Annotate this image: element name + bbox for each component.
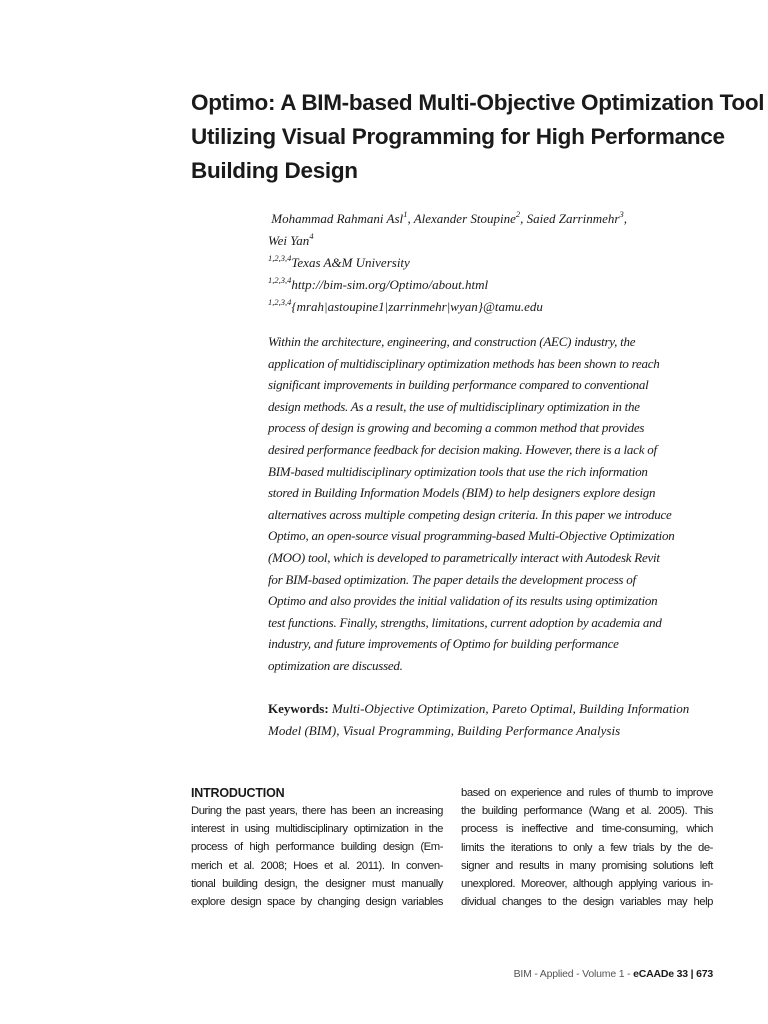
page-footer — [514, 968, 713, 980]
body-line: explore design space by changing design variables — [191, 896, 443, 909]
keywords-block — [268, 698, 718, 742]
keywords-label: Keywords: — [268, 701, 329, 716]
title-line-1: Optimo: A BIM-based Multi-Objective Optimization Tool — [191, 90, 765, 115]
abstract-line: application of multidisciplinary optimization methods has been shown to reach — [268, 355, 660, 371]
author-url — [268, 274, 718, 296]
author-name-4: Wei Yan — [268, 233, 310, 248]
footer-separator: | — [687, 968, 697, 980]
author-sup-3: 3 — [619, 208, 624, 219]
body-line: process is ineffective and time-consuming, which — [461, 823, 713, 836]
abstract-line: BIM-based multidisciplinary optimization tools that use the rich information — [268, 463, 648, 479]
footer-conference: eCAADe 33 — [633, 968, 688, 980]
author-affiliation — [268, 252, 718, 274]
body-line: limits the iterations to only a few trials by the de- — [461, 841, 713, 854]
body-line: interest in using multidisciplinary optimization in the — [191, 823, 443, 836]
author-email — [268, 296, 718, 318]
author-line-1-tail: , — [623, 211, 627, 226]
intro-column-right — [461, 784, 713, 911]
url-link[interactable]: http://bim-sim.org/Optimo/about.html — [291, 277, 489, 292]
body-line: unexplored. Moreover, although applying various in- — [461, 878, 713, 891]
body-line: dividual changes to the design variables may help — [461, 896, 713, 909]
keywords-line-1 — [268, 698, 718, 720]
abstract-line: significant improvements in building performance compared to conventional — [268, 377, 649, 393]
body-line: During the past years, there has been an increasing — [191, 805, 443, 817]
page-number: 673 — [696, 968, 713, 980]
abstract-line: Within the architecture, engineering, and construction (AEC) industry, the — [268, 334, 636, 349]
keywords-text-2: Model (BIM), Visual Programming, Building Performance Analysis — [268, 723, 621, 738]
abstract-line: alternatives across multiple competing design criteria. In this paper we introduce — [268, 506, 672, 522]
paper-title — [191, 86, 765, 188]
author-name-1: Mohammad Rahmani Asl — [271, 211, 404, 226]
affiliation-sup: 1,2,3,4 — [268, 252, 292, 263]
abstract-line: Optimo, an open-source visual programming-based Multi-Objective Optimization — [268, 528, 675, 544]
abstract-line: stored in Building Information Models (BIM) to help designers explore design — [268, 485, 656, 501]
body-line: tional building design, the designer must manually — [191, 877, 443, 890]
body-line: process of high performance building design (Em- — [191, 841, 443, 854]
abstract-line: test functions. Finally, strengths, limitations, current adoption by academia and — [268, 614, 662, 630]
abstract — [268, 331, 718, 677]
affiliation-text: Texas A&M University — [291, 255, 410, 270]
abstract-line: optimization are discussed. — [268, 657, 403, 673]
email-text: {mrah|astoupine1|zarrinmehr|wyan}@tamu.edu — [291, 299, 543, 314]
body-line: based on experience and rules of thumb to improve — [461, 787, 713, 799]
abstract-line: industry, and future improvements of Optimo for building performance — [268, 636, 619, 652]
body-line: merich et al. 2008; Hoes et al. 2011). In conven- — [191, 859, 443, 872]
section-heading-introduction: INTRODUCTION — [191, 786, 285, 800]
title-line-3: Building Design — [191, 158, 358, 183]
body-line: the building performance (Wang et al. 2005). This — [461, 805, 713, 818]
title-line-2: Utilizing Visual Programming for High Performance — [191, 124, 725, 149]
author-name-3: , Saied Zarrinmehr — [520, 211, 620, 226]
body-line: signer and results in many promising solutions left — [461, 859, 713, 872]
abstract-line: desired performance feedback for decision making. However, there is a lack of — [268, 441, 657, 457]
author-sup-2: 2 — [515, 208, 521, 219]
abstract-line: (MOO) tool, which is developed to parametrically interact with Autodesk Revit — [268, 549, 660, 565]
abstract-line: process of design is growing and becoming a common method that provides — [268, 420, 645, 436]
footer-section: BIM - Applied - Volume 1 - — [513, 968, 634, 980]
author-name-2: , Alexander Stoupine — [407, 211, 516, 226]
keywords-text-1: Multi-Objective Optimization, Pareto Optimal, Building Information — [331, 701, 690, 716]
author-line-1 — [268, 208, 718, 230]
url-sup: 1,2,3,4 — [268, 274, 292, 285]
abstract-line: Optimo and also provides the initial validation of its results using optimization — [268, 593, 658, 609]
author-sup-1: 1 — [403, 208, 408, 219]
abstract-line: for BIM-based optimization. The paper details the development process of — [268, 571, 636, 587]
abstract-line: design methods. As a result, the use of multidisciplinary optimization in the — [268, 398, 640, 414]
author-block — [268, 208, 718, 318]
email-sup: 1,2,3,4 — [268, 296, 292, 307]
intro-column-left — [191, 784, 443, 911]
author-sup-4: 4 — [309, 230, 314, 241]
author-line-2 — [268, 230, 718, 252]
